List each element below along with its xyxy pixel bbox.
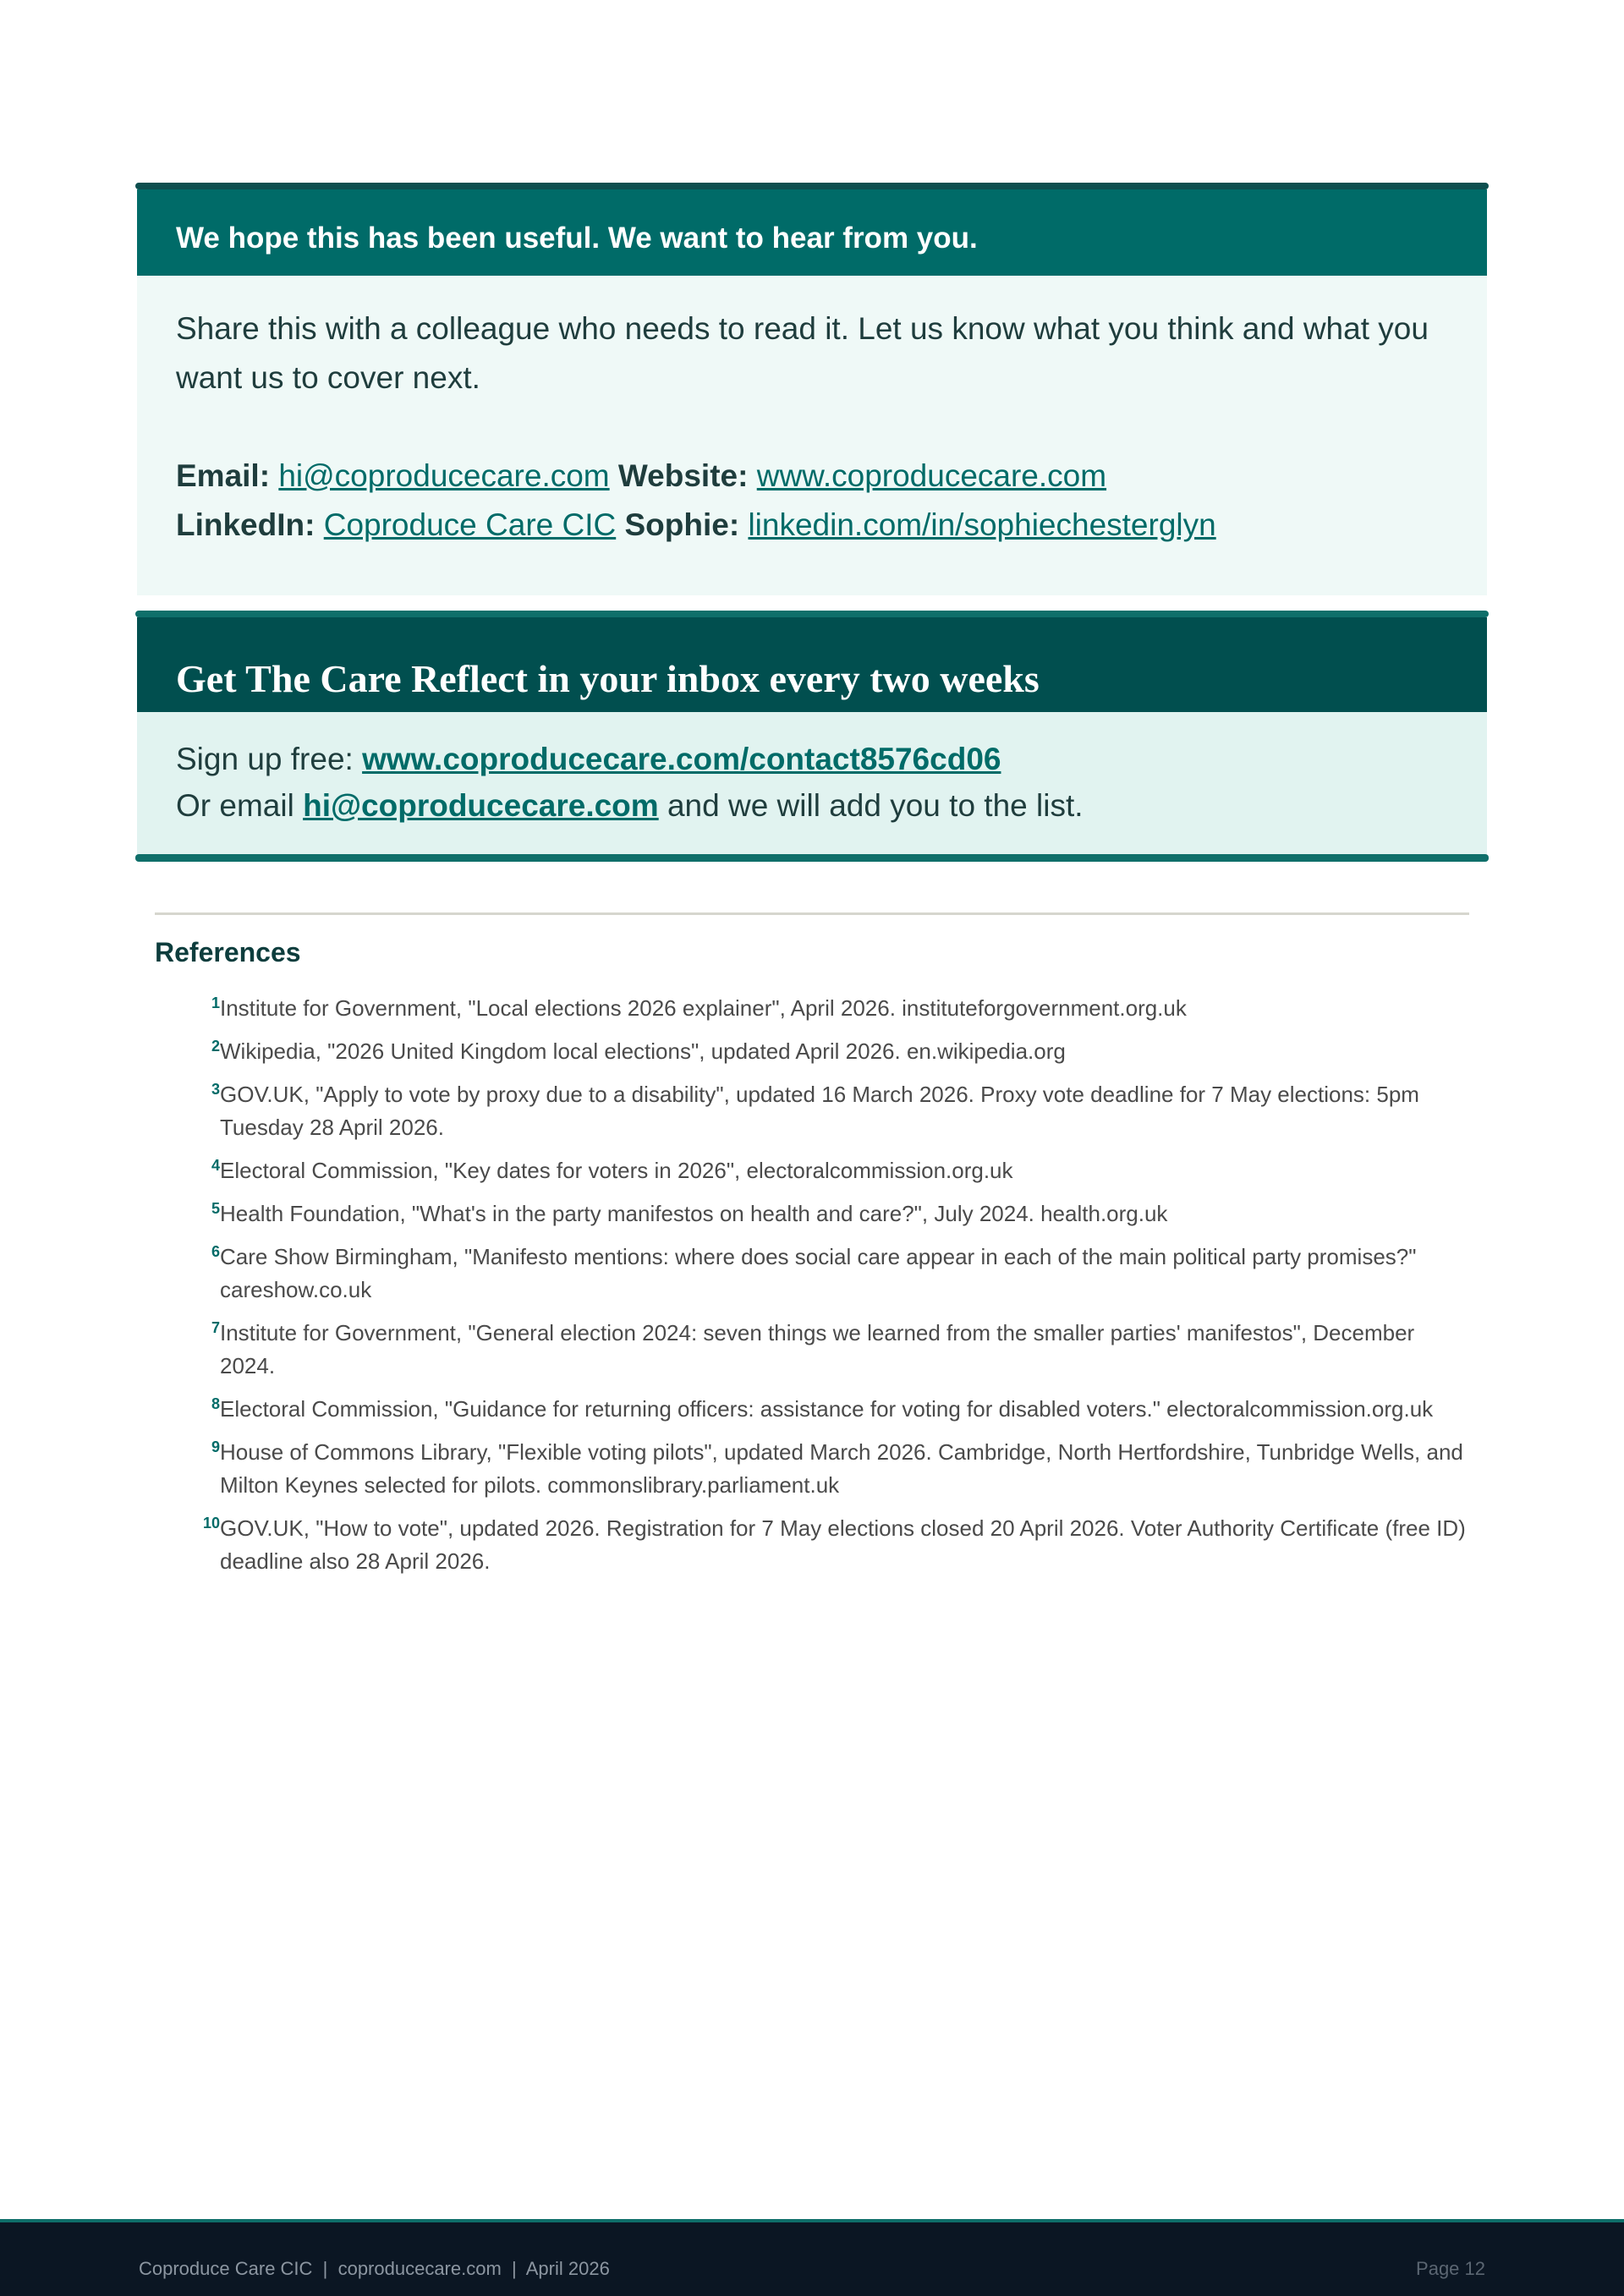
share-text: Share this with a colleague who needs to read it. Let us know what you think and what you want us to cover next. <box>176 311 1429 395</box>
reference-text: House of Commons Library, "Flexible voting pilots", updated March 2026. Cambridge, North Hertfordshire, Tunbridge Wells, and Milton Keynes selected for pilots. commonslibrary.parliament.uk <box>220 1439 1463 1498</box>
reference-item <box>155 1393 1474 1426</box>
reference-text: Care Show Birmingham, "Manifesto mentions: where does social care appear in each of the main political party promises?" careshow.co.uk <box>220 1244 1417 1302</box>
subscribe-body <box>137 712 1487 854</box>
references-list <box>155 992 1474 1578</box>
feedback-heading: We hope this has been useful. We want to hear from you. <box>137 189 1487 276</box>
reference-item <box>155 1078 1474 1144</box>
feedback-body <box>137 276 1487 595</box>
reference-number: 10 <box>202 1515 220 1532</box>
reference-number: 3 <box>211 1081 220 1098</box>
references-title: References <box>155 937 301 967</box>
reference-item <box>155 1241 1474 1307</box>
reference-item <box>155 992 1474 1025</box>
reference-text: Institute for Government, "Local elections 2026 explainer", April 2026. instituteforgovernment.org.uk <box>220 995 1187 1021</box>
feedback-top-rule <box>135 183 1489 189</box>
subscribe-box <box>137 611 1487 862</box>
feedback-box <box>137 183 1487 595</box>
reference-number: 8 <box>211 1395 220 1412</box>
email-label: Email: <box>176 458 271 493</box>
email-prefix: Or email <box>176 788 294 823</box>
references-section <box>155 937 1474 1588</box>
reference-text: GOV.UK, "Apply to vote by proxy due to a disability", updated 16 March 2026. Proxy vote deadline for 7 May elections: 5pm Tuesday 28 April 2026. <box>220 1082 1419 1140</box>
reference-number: 7 <box>211 1319 220 1336</box>
reference-text: Wikipedia, "2026 United Kingdom local elections", updated April 2026. en.wikipedia.org <box>220 1038 1066 1064</box>
subscribe-top-rule <box>135 611 1489 617</box>
linkedin-label: LinkedIn: <box>176 507 315 542</box>
reference-number: 9 <box>211 1438 220 1455</box>
email-suffix: and we will add you to the list. <box>667 788 1084 823</box>
reference-item <box>155 1317 1474 1383</box>
contact-line-1 <box>176 452 1448 501</box>
reference-item <box>155 1512 1474 1578</box>
subscribe-bottom-rule <box>135 854 1489 862</box>
reference-text: Electoral Commission, "Guidance for returning officers: assistance for voting for disabled voters." electoralcommission.org.uk <box>220 1396 1434 1422</box>
page-number: Page 12 <box>1416 2258 1485 2279</box>
email-link[interactable]: hi@coproducecare.com <box>278 458 610 493</box>
reference-item <box>155 1197 1474 1230</box>
footer-info: Coproduce Care CIC | coproducecare.com | April 2026 <box>139 2258 610 2279</box>
sophie-link[interactable]: linkedin.com/in/sophiechesterglyn <box>748 507 1216 542</box>
reference-number: 4 <box>211 1157 220 1174</box>
reference-text: Electoral Commission, "Key dates for voters in 2026", electoralcommission.org.uk <box>220 1158 1013 1183</box>
reference-item <box>155 1035 1474 1068</box>
website-label: Website: <box>617 458 749 493</box>
signup-prefix: Sign up free: <box>176 742 354 776</box>
sophie-label: Sophie: <box>624 507 740 542</box>
signup-link[interactable]: www.coproducecare.com/contact8576cd06 <box>362 742 1001 776</box>
reference-number: 6 <box>211 1243 220 1260</box>
references-divider <box>155 912 1469 915</box>
reference-number: 5 <box>211 1200 220 1217</box>
reference-number: 2 <box>211 1038 220 1055</box>
reference-number: 1 <box>211 995 220 1011</box>
subscribe-heading: Get The Care Reflect in your inbox every two weeks <box>137 617 1487 712</box>
reference-item <box>155 1436 1474 1502</box>
subscribe-email-link[interactable]: hi@coproducecare.com <box>303 788 659 823</box>
linkedin-link[interactable]: Coproduce Care CIC <box>323 507 617 542</box>
reference-item <box>155 1154 1474 1187</box>
reference-text: Institute for Government, "General election 2024: seven things we learned from the smaller parties' manifestos", December 2024. <box>220 1320 1415 1378</box>
signup-line <box>176 736 1448 782</box>
contact-lines <box>176 452 1448 550</box>
contact-line-2 <box>176 501 1448 550</box>
reference-text: Health Foundation, "What's in the party manifestos on health and care?", July 2024. health.org.uk <box>220 1201 1168 1226</box>
website-link[interactable]: www.coproducecare.com <box>756 458 1107 493</box>
reference-text: GOV.UK, "How to vote", updated 2026. Registration for 7 May elections closed 20 April 2026. Voter Authority Certificate (free ID) deadline also 28 April 2026. <box>220 1515 1466 1574</box>
email-line <box>176 782 1448 829</box>
page-footer <box>0 2219 1624 2296</box>
